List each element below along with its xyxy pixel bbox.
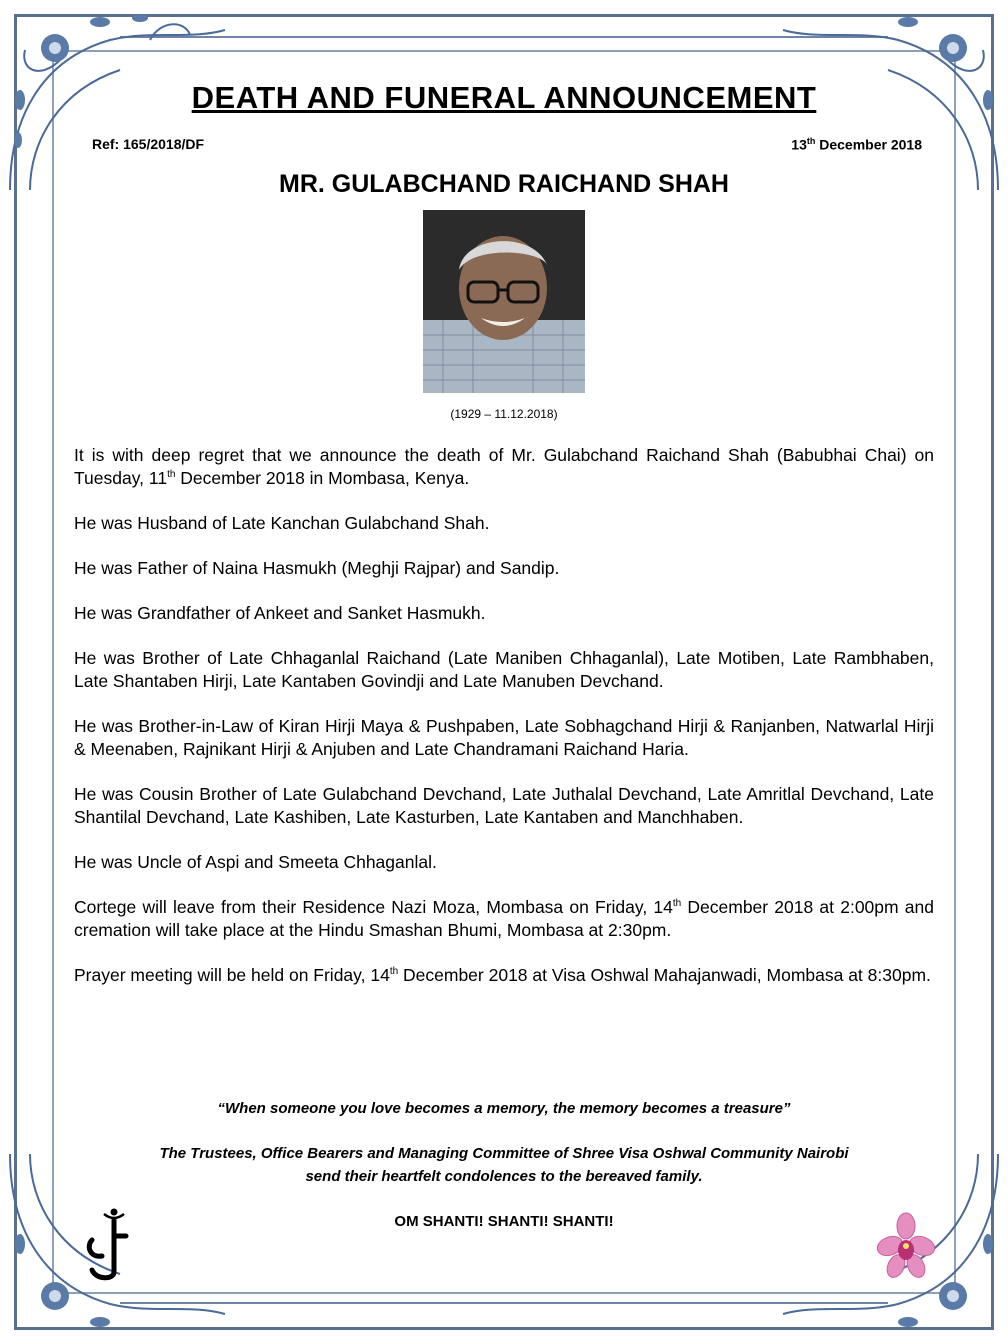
announcement-date: 13th December 2018 — [791, 136, 922, 153]
uncle-paragraph: He was Uncle of Aspi and Smeeta Chhaganlal. — [74, 852, 437, 872]
jain-symbol-icon — [82, 1206, 132, 1284]
brother-in-law-paragraph: He was Brother-in-Law of Kiran Hirji Maya & Pushpaben, Late Sobhagchand Hirji & Ranjanben, Natwarlal Hirji & Meenaben, Rajnikant Hirji & Anjuben and Late Chandramani Raichand Haria. — [74, 716, 934, 759]
life-years: (1929 – 11.12.2018) — [450, 407, 558, 421]
om-shanti-text: OM SHANTI! SHANTI! SHANTI! — [394, 1213, 614, 1230]
announcement-title: DEATH AND FUNERAL ANNOUNCEMENT — [191, 80, 817, 115]
death-notice-paragraph: It is with deep regret that we announce the death of Mr. Gulabchand Raichand Shah (Babubhai Chai) on Tuesday, 11th December 2018 in Mombasa, Kenya. — [74, 445, 934, 488]
memorial-quote: “When someone you love becomes a memory, the memory becomes a treasure” — [217, 1100, 791, 1117]
portrait-photo — [423, 210, 585, 393]
husband-paragraph: He was Husband of Late Kanchan Gulabchand Shah. — [74, 513, 490, 533]
condolence-line: The Trustees, Office Bearers and Managing Committee of Shree Visa Oshwal Community Nairobi — [159, 1145, 849, 1162]
orchid-flower-icon — [876, 1212, 936, 1282]
father-paragraph: He was Father of Naina Hasmukh (Meghji Rajpar) and Sandip. — [74, 558, 560, 578]
cortege-paragraph: Cortege will leave from their Residence Nazi Moza, Mombasa on Friday, 14th December 2018 at 2:00pm and cremation will take place at the Hindu Smashan Bhumi, Mombasa at 2:30pm. — [74, 897, 934, 940]
announcement-body — [74, 444, 934, 1009]
bottom-border-line — [120, 1302, 888, 1304]
top-border-line — [120, 36, 888, 38]
cousin-brother-paragraph: He was Cousin Brother of Late Gulabchand Devchand, Late Juthalal Devchand, Late Amritlal Devchand, Late Shantilal Devchand, Late Kashiben, Late Kasturben, Late Kantaben and Manchhaben. — [74, 784, 934, 827]
condolence-message — [0, 1142, 1008, 1188]
prayer-meeting-paragraph: Prayer meeting will be held on Friday, 14th December 2018 at Visa Oshwal Mahajanwadi, Mombasa at 8:30pm. — [74, 965, 931, 985]
condolence-line: send their heartfelt condolences to the bereaved family. — [305, 1168, 703, 1185]
deceased-name: MR. GULABCHAND RAICHAND SHAH — [279, 170, 729, 198]
reference-number: Ref: 165/2018/DF — [92, 136, 205, 152]
brother-paragraph: He was Brother of Late Chhaganlal Raichand (Late Maniben Chhaganlal), Late Motiben, Late Rambhaben, Late Shantaben Hirji, Late Kantaben Govindji and Late Manuben Devchand. — [74, 648, 934, 691]
grandfather-paragraph: He was Grandfather of Ankeet and Sanket Hasmukh. — [74, 603, 486, 623]
